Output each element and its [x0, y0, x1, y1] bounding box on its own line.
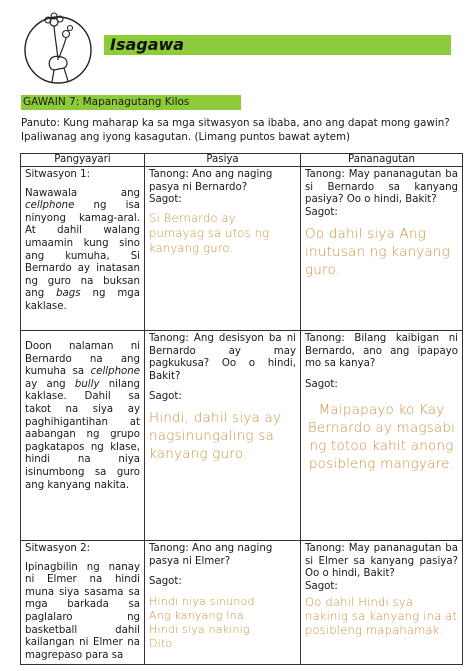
pasiya-sagot-label: Sagot:: [149, 576, 182, 588]
pananagutan-question: Tanong: May pananagutan ba si Elmer sa kanyang pasiya? Oo o hindi, Bakit?: [305, 543, 458, 580]
pasiya-question: Tanong: Ano ang naging pasya ni Elmer?: [149, 543, 273, 567]
pasiya-handwritten-answer: Si Bernardo ay pumayag sa utos ng kanyang guro.: [149, 210, 270, 255]
pananagutan-sagot-label: Sagot:: [305, 378, 338, 390]
pananagutan-sagot-label: Sagot:: [305, 580, 338, 592]
pasiya-handwritten-answer: Hindi, dahil siya ay nagsinungaling sa kanyang guro.: [149, 409, 282, 462]
situation-label: Sitwasyon 1:: [25, 169, 91, 180]
gawain-heading: GAWAIN 7: Mapanagutang Kilos: [21, 95, 241, 110]
situation-text: Doon nalaman ni Bernardo na ang kumuha sa cellphone ay ang bully nilang kaklase. Dahil sa takot na siya ay paghihigantihan at aabangan ng grupo pagkatapos ng klase, hindi na niya isinumbong sa guro ang kanyang nakita.: [25, 341, 140, 491]
column-header-pangyayari: Pangyayari: [21, 154, 145, 167]
pasiya-handwritten-answer: Hindi niya sinunod Ang kanyang Ina. Hindi siya nakinig Dito: [149, 594, 255, 650]
page-title: Isagawa: [110, 35, 185, 54]
pasiya-question: Tanong: Ang desisyon ba ni Bernardo ay may pagkukusa? Oo o hindi, Bakit?: [149, 333, 296, 382]
pananagutan-cell: [301, 167, 463, 331]
instructions: Panuto: Kung maharap ka sa mga sitwasyon sa ibaba, ano ang dapat mong gawin? Ipaliwanag ang iyong kasagutan. (Limang puntos bawat aytem): [21, 117, 450, 143]
pananagutan-sagot-label: Sagot:: [305, 206, 338, 218]
column-header-pasiya: Pasiya: [145, 154, 301, 167]
situation-cell: [21, 167, 145, 331]
table-header-row: [21, 154, 463, 167]
hand-flower-logo-icon: [24, 8, 94, 90]
situation-label: Sitwasyon 2:: [25, 543, 91, 554]
pasiya-question: Tanong: Ano ang naging pasya ni Bernardo?: [149, 169, 273, 193]
pasiya-cell: [145, 167, 301, 331]
table-row: [21, 331, 463, 541]
table-row: [21, 167, 463, 331]
situation-cell: [21, 541, 145, 665]
activity-table: [20, 153, 463, 665]
pananagutan-question: Tanong: Bilang kaibigan ni Bernardo, ano ang ipapayo mo sa kanya?: [305, 333, 458, 370]
situation-continuation-cell: [21, 331, 145, 541]
pananagutan-cell: [301, 331, 463, 541]
column-header-pananagutan: Pananagutan: [301, 154, 463, 167]
pasiya-cell: [145, 541, 301, 665]
pananagutan-handwritten-answer: Maipapayo ko Kay Bernardo ay magsabi ng totoo kahit anong posibleng mangyare.: [307, 402, 456, 473]
pananagutan-cell: [301, 541, 463, 665]
title-banner: [104, 35, 451, 55]
situation-text: Nawawala ang cellphone ng isa ninyong kamag-aral. At dahil walang umaamin kung sino ang kumuha, Si Bernardo ay inatasan ng guro na buksan ang bags ng mga kaklase.: [25, 187, 140, 312]
table-row: [21, 541, 463, 665]
pananagutan-question: Tanong: May pananagutan ba si Bernardo sa kanyang pasiya? Oo o hindi, Bakit?: [305, 169, 458, 206]
pasiya-cell: [145, 331, 301, 541]
pasiya-sagot-label: Sagot:: [149, 194, 182, 206]
pasiya-sagot-label: Sagot:: [149, 391, 182, 403]
pananagutan-handwritten-answer: Oo dahil siya Ang inutusan ng kanyang guro.: [305, 226, 450, 279]
situation-text: Ipinagbilin ng nanay ni Elmer na hindi muna siya sasama sa mga barkada sa paglalaro ng basketball dahil kailangan ni Elmer na magrepaso para sa: [25, 561, 140, 661]
pananagutan-handwritten-answer: Oo dahil Hindi sya nakinig sa kanyang ina at posibleng mapahamak.: [305, 595, 458, 638]
